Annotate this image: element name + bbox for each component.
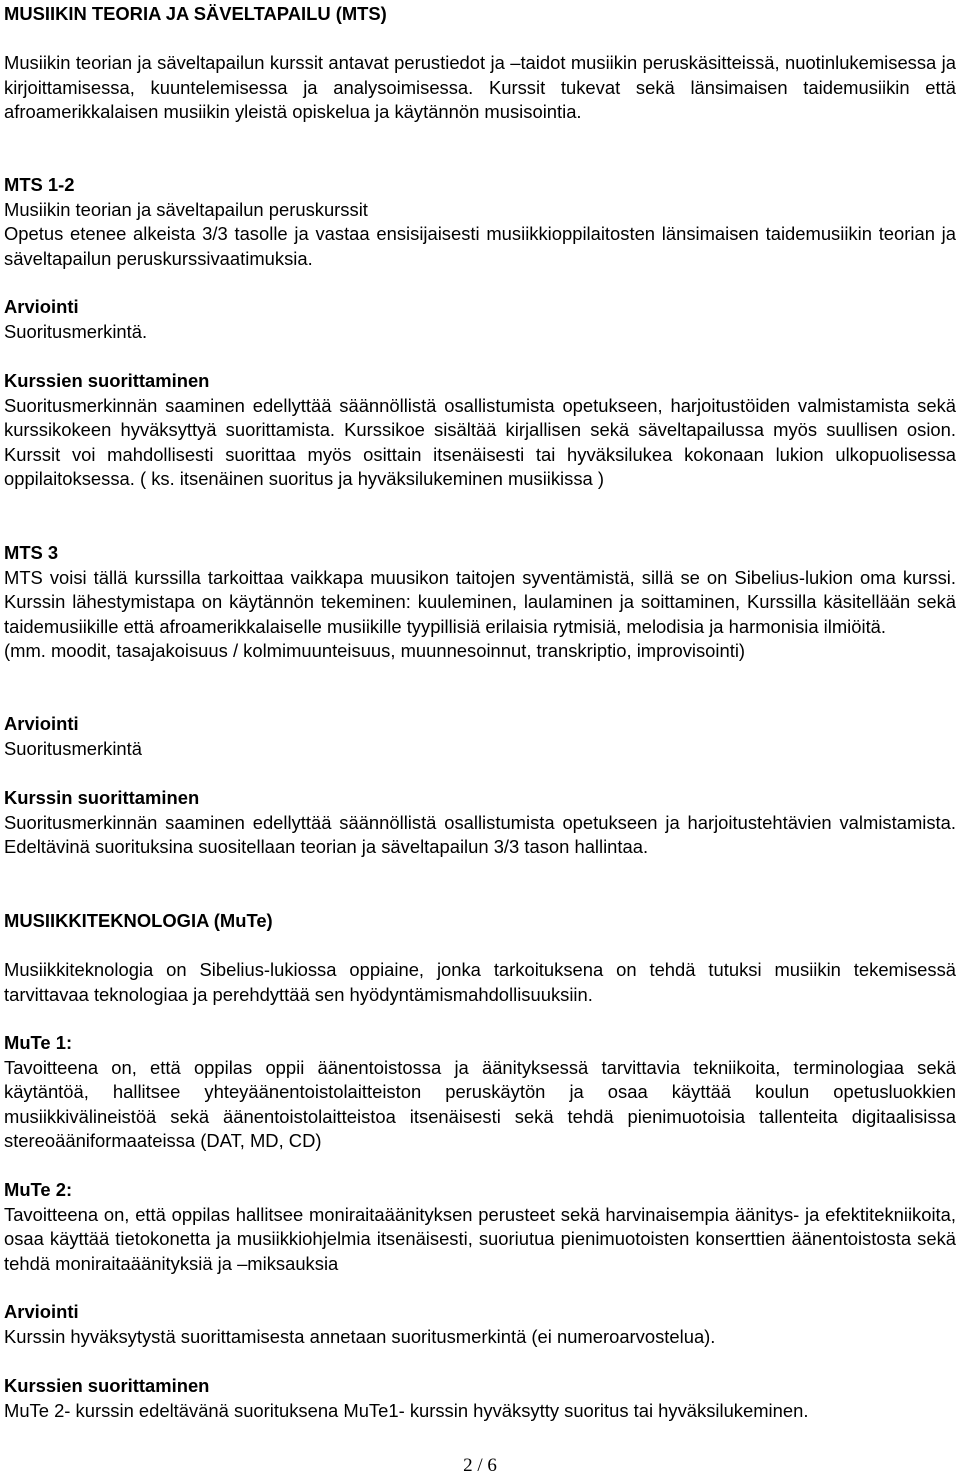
mute2-completion-text: MuTe 2- kurssin edeltävänä suorituksena MuTe1- kurssin hyväksytty suoritus tai hyväksilukeminen. (4, 1399, 809, 1421)
mute1-heading: MuTe 1: (4, 1032, 73, 1053)
mute1-description: Tavoitteena on, että oppilas oppii äänentoistossa ja äänityksessä tarvittavia tekniikoita, terminologiaa sekä käytäntöä, hallitsee yhteyäänentoistolaitteiston peruskäytön ja osaa käyttää koulun opetusluokkien musiikkivälineistöä sekä äänentoistolaitteistoa itsenäisesti sekä tehdä pienimuotoisia tallenteita digitaalisissa stereoääniformaateissa (DAT, MD, CD) (4, 1056, 956, 1151)
mts3-assessment (4, 712, 956, 761)
mts3-topics: (mm. moodit, tasajakoisuus / kolmimuunteisuus, muunnesoinnut, transkriptio, improvisointi) (4, 640, 746, 661)
mts12-description: Opetus etenee alkeista 3/3 tasolle ja vastaa ensisijaisesti musiikkioppilaitosten länsimaisen taidemusiikin teorian ja säveltapailun peruskurssivaatimuksia. (4, 223, 956, 269)
mute2-heading: MuTe 2: (4, 1179, 73, 1200)
mts3-block (4, 541, 956, 664)
mts3-completion-text: Suoritusmerkinnän saaminen edellyttää säännöllistä osallistumista opetukseen ja harjoitustehtävien valmistamista. Edeltävinä suorituksina suositellaan teorian ja säveltapailun 3/3 tason hallintaa. (4, 811, 956, 857)
mts12-subtitle: Musiikin teorian ja säveltapailun peruskurssit (4, 198, 368, 220)
mts12-assessment-heading: Arviointi (4, 296, 79, 317)
page-number: 2 / 6 (463, 1455, 497, 1476)
mts12-completion-text: Suoritusmerkinnän saaminen edellyttää säännöllistä osallistumista opetukseen, harjoitustöiden valmistamista sekä kurssikokeen hyväksyttyä suorittamista. Kurssikoe sisältää kirjallisen sekä säveltapailussa myös suullisen osion. Kurssit voi mahdollisesti suorittaa myös osittain itsenäisesti tai hyväksilukea kokonaan lukion ulkopuolisessa oppilaitoksessa. ( ks. itsenäinen suoritus ja hyväksilukeminen musiikissa ) (4, 394, 956, 489)
mts12-assessment (4, 295, 956, 344)
mts-intro-paragraph: Musiikin teorian ja säveltapailun kurssit antavat perustiedot ja –taidot musiikin peruskäsitteissä, nuotinlukemisessa ja kirjoittamisessa, kuuntelemisessa ja analysoimisessa. Kurssit tukevat sekä länsimaisen taidemusiikin että afroamerikkalaisen musiikin yleistä opiskelua ja käytännön musisointia. (4, 52, 956, 122)
mute2-block (4, 1178, 956, 1276)
mts3-completion (4, 786, 956, 860)
mute2-assessment (4, 1300, 956, 1349)
mute2-assessment-heading: Arviointi (4, 1301, 79, 1322)
mts3-assessment-heading: Arviointi (4, 713, 79, 734)
mute-intro-paragraph: Musiikkiteknologia on Sibelius-lukiossa oppiaine, jonka tarkoituksena on tehdä tutuksi musiikin tekemisessä tarvittavaa teknologiaa ja perehdyttää sen hyödyntämismahdollisuuksiin. (4, 959, 956, 1005)
mute2-description: Tavoitteena on, että oppilas hallitsee moniraitaäänityksen perusteet sekä harvinaisempia äänitys- ja efektitekniikoita, osaa käyttää tietokonetta ja musiikkiohjelmia itsenäisesti, suoriutua pienimuotoisten konserttien äänentoistosta sekä tehdä moniraitaäänityksiä ja –miksauksia (4, 1203, 956, 1274)
section-title-mts: MUSIIKIN TEORIA JA SÄVELTAPAILU (MTS) (4, 3, 387, 24)
mts12-completion-heading: Kurssien suorittaminen (4, 370, 210, 391)
mts12-completion (4, 369, 956, 492)
mts12-assessment-text: Suoritusmerkintä. (4, 320, 148, 342)
mute2-completion-heading: Kurssien suorittaminen (4, 1375, 210, 1396)
mute1-block (4, 1031, 956, 1154)
mts3-completion-heading: Kurssin suorittaminen (4, 787, 200, 808)
mts3-assessment-text: Suoritusmerkintä (4, 737, 142, 759)
mute2-assessment-text: Kurssin hyväksytystä suorittamisesta annetaan suoritusmerkintä (ei numeroarvostelua). (4, 1325, 716, 1347)
section-title-mute: MUSIIKKITEKNOLOGIA (MuTe) (4, 910, 273, 931)
mts12-block (4, 173, 956, 271)
mute2-completion (4, 1374, 956, 1423)
mts12-heading: MTS 1-2 (4, 174, 75, 195)
mts3-description: MTS voisi tällä kurssilla tarkoittaa vaikkapa muusikon taitojen syventämistä, sillä se on Sibelius-lukion oma kurssi. Kurssin lähestymistapa on käytännön tekeminen: kuuleminen, laulaminen ja soittaminen, Kurssilla käsitellään sekä taidemusiikille että afroamerikkalaiselle musiikille tyypillisiä erilaisia rytmisiä, melodisia ja harmonisia ilmiöitä. (4, 566, 956, 637)
mts3-heading: MTS 3 (4, 542, 59, 563)
